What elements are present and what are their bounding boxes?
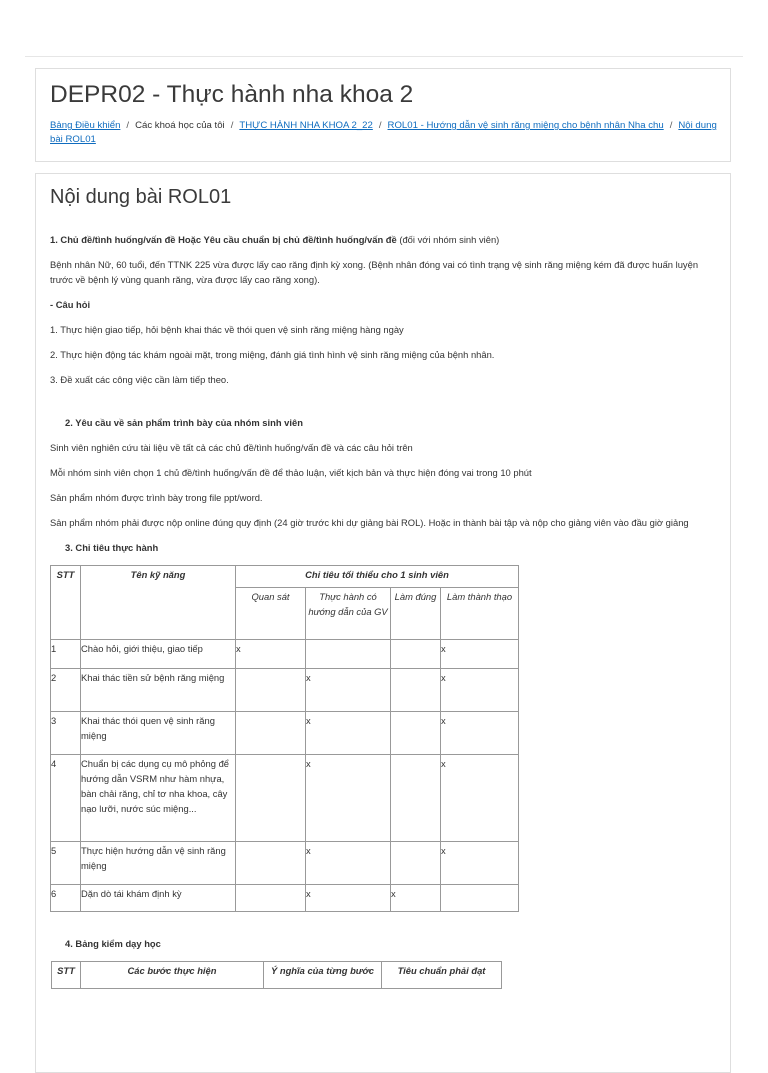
header-proficient: Làm thành thạo <box>441 588 519 640</box>
cell-proficient: x <box>441 755 519 842</box>
cell-skill: Chuẩn bị các dụng cụ mô phỏng để hướng dẫn VSRM như hàm nhựa, bàn chải răng, chỉ tơ nha khoa, cây nạo lưỡi, nước súc miệng... <box>81 755 236 842</box>
page-header <box>35 68 731 162</box>
breadcrumb-item-0[interactable]: Bảng Điều khiển <box>50 120 121 131</box>
cell-skill: Chào hỏi, giới thiệu, giao tiếp <box>81 640 236 669</box>
section-1-heading-rest: (đối với nhóm sinh viên) <box>399 234 500 245</box>
table-row <box>51 640 519 669</box>
section-4-heading: 4. Bảng kiểm dạy học <box>65 938 161 949</box>
table-row <box>51 885 519 912</box>
cell-stt: 1 <box>51 640 81 669</box>
header-minimum-target: Chỉ tiêu tối thiểu cho 1 sinh viên <box>236 566 519 588</box>
section-2-heading: 2. Yêu cầu về sản phẩm trình bày của nhóm sinh viên <box>65 417 303 428</box>
table-row <box>51 712 519 755</box>
section-title: Nội dung bài ROL01 <box>50 186 232 208</box>
cell-skill: Dặn dò tái khám định kỳ <box>81 885 236 912</box>
checklist-header-steps: Các bước thực hiện <box>81 962 264 989</box>
section-3-heading: 3. Chỉ tiêu thực hành <box>65 542 159 553</box>
breadcrumb-separator: / <box>230 120 234 131</box>
cell-stt: 6 <box>51 885 81 912</box>
teaching-checklist-table <box>51 961 502 989</box>
cell-correct <box>391 712 441 755</box>
requirement-item: Sinh viên nghiên cứu tài liệu về tất cả các chủ đề/tình huống/vấn đề và các câu hỏi trên <box>50 442 413 453</box>
breadcrumb-item-4[interactable]: Nội dung bài ROL01 <box>50 120 717 145</box>
cell-correct <box>391 669 441 712</box>
cell-proficient: x <box>441 669 519 712</box>
table-row <box>51 669 519 712</box>
content-region <box>35 173 731 1073</box>
breadcrumb-separator: / <box>378 120 382 131</box>
requirement-item: Sản phẩm nhóm phải được nộp online đúng quy định (24 giờ trước khi dự giảng bài ROL). Hoặc in thành bài tập và nộp cho giảng viên vào đầu giờ giảng <box>50 517 689 528</box>
cell-observe <box>236 669 306 712</box>
case-description: Bệnh nhân Nữ, 60 tuổi, đến TTNK 225 vừa được lấy cao răng định kỳ xong. (Bệnh nhân đóng vai có tình trạng vệ sinh răng miệng kém đã được huấn luyện trước về bệnh lý vùng quanh răng, vừa được lấy cao răng xong). <box>50 259 699 285</box>
cell-guided: x <box>306 842 391 885</box>
cell-stt: 2 <box>51 669 81 712</box>
table-row <box>51 842 519 885</box>
cell-correct: x <box>391 885 441 912</box>
requirement-item: Sản phẩm nhóm được trình bày trong file ppt/word. <box>50 492 263 503</box>
breadcrumb-item-3[interactable]: ROL01 - Hướng dẫn vệ sinh răng miệng cho bệnh nhân Nha chu <box>387 120 664 131</box>
cell-skill: Khai thác tiền sử bệnh răng miệng <box>81 669 236 712</box>
cell-stt: 5 <box>51 842 81 885</box>
header-guided-practice: Thực hành có hướng dẫn của GV <box>306 588 391 640</box>
practice-targets-body <box>51 640 519 912</box>
cell-proficient: x <box>441 640 519 669</box>
question-item: 1. Thực hiện giao tiếp, hỏi bệnh khai thác về thói quen vệ sinh răng miệng hàng ngày <box>50 324 404 335</box>
checklist-header-stt: STT <box>52 962 81 989</box>
checklist-header-standard: Tiêu chuẩn phải đạt <box>382 962 502 989</box>
cell-guided: x <box>306 669 391 712</box>
cell-observe <box>236 712 306 755</box>
cell-observe <box>236 885 306 912</box>
cell-observe <box>236 755 306 842</box>
cell-correct <box>391 755 441 842</box>
header-stt: STT <box>51 566 81 640</box>
cell-proficient: x <box>441 842 519 885</box>
question-item: 2. Thực hiện động tác khám ngoài mặt, trong miệng, đánh giá tình hình vệ sinh răng miệng của bệnh nhân. <box>50 349 495 360</box>
requirement-item: Mỗi nhóm sinh viên chọn 1 chủ đề/tình huống/vấn đề để thảo luận, viết kịch bản và thực hiện đóng vai trong 10 phút <box>50 467 532 478</box>
checklist-header-meaning: Ý nghĩa của từng bước <box>264 962 382 989</box>
breadcrumb-item-1: Các khoá học của tôi <box>135 120 225 131</box>
cell-stt: 3 <box>51 712 81 755</box>
cell-correct <box>391 640 441 669</box>
breadcrumb <box>50 119 722 147</box>
cell-proficient: x <box>441 712 519 755</box>
cell-guided: x <box>306 755 391 842</box>
practice-targets-table <box>50 565 519 912</box>
table-row <box>51 755 519 842</box>
cell-proficient <box>441 885 519 912</box>
cell-observe: x <box>236 640 306 669</box>
cell-guided: x <box>306 712 391 755</box>
cell-observe <box>236 842 306 885</box>
breadcrumb-separator: / <box>669 120 673 131</box>
cell-guided: x <box>306 885 391 912</box>
cell-skill: Khai thác thói quen vệ sinh răng miệng <box>81 712 236 755</box>
cell-stt: 4 <box>51 755 81 842</box>
question-item: 3. Đề xuất các công việc cần làm tiếp theo. <box>50 374 229 385</box>
header-correct: Làm đúng <box>391 588 441 640</box>
cell-correct <box>391 842 441 885</box>
page-title: DEPR02 - Thực hành nha khoa 2 <box>50 81 414 108</box>
section-1-heading-bold: 1. Chủ đề/tình huống/vấn đề Hoặc Yêu cầu chuẩn bị chủ đề/tình huống/vấn đề <box>50 234 397 245</box>
content-body <box>50 232 714 989</box>
breadcrumb-separator: / <box>126 120 130 131</box>
section-1-heading <box>50 232 714 247</box>
top-divider <box>25 56 743 57</box>
header-observe: Quan sát <box>236 588 306 640</box>
questions-label: - Câu hỏi <box>50 299 91 310</box>
breadcrumb-item-2[interactable]: THỰC HÀNH NHA KHOA 2_22 <box>239 120 373 131</box>
header-skill-name: Tên kỹ năng <box>81 566 236 640</box>
cell-skill: Thực hiện hướng dẫn vệ sinh răng miệng <box>81 842 236 885</box>
cell-guided <box>306 640 391 669</box>
